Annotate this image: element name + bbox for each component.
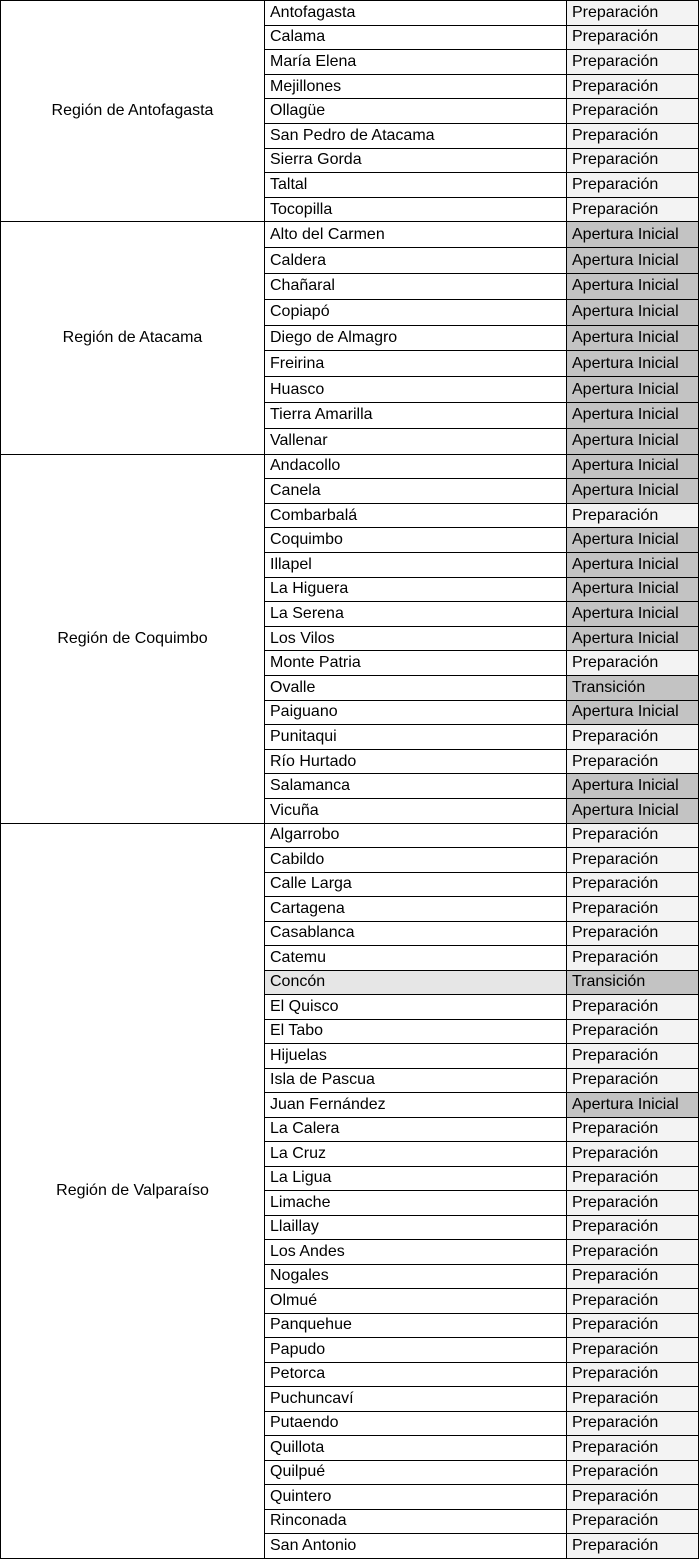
status-cell: Apertura Inicial xyxy=(566,700,699,726)
status-cell: Preparación xyxy=(566,49,699,75)
comuna-cell: Chañaral xyxy=(264,273,567,300)
status-cell: Apertura Inicial xyxy=(566,773,699,799)
status-cell: Preparación xyxy=(566,994,699,1020)
status-cell: Apertura Inicial xyxy=(566,601,699,627)
status-cell: Transición xyxy=(566,675,699,701)
comuna-cell: Rinconada xyxy=(264,1509,567,1535)
comuna-cell: Vicuña xyxy=(264,798,567,824)
status-cell: Apertura Inicial xyxy=(566,299,699,326)
status-cell: Preparación xyxy=(566,1117,699,1143)
table-row xyxy=(264,429,699,456)
table-row xyxy=(264,173,699,199)
status-cell: Apertura Inicial xyxy=(566,402,699,429)
comuna-cell: Panquehue xyxy=(264,1313,567,1339)
comuna-cell: Cartagena xyxy=(264,896,567,922)
status-cell: Preparación xyxy=(566,1460,699,1486)
comuna-cell: Cabildo xyxy=(264,847,567,873)
table-row xyxy=(264,479,699,505)
comuna-cell: Río Hurtado xyxy=(264,749,567,775)
table-row xyxy=(264,701,699,727)
table-row xyxy=(264,198,699,224)
status-cell: Apertura Inicial xyxy=(566,376,699,403)
table-row xyxy=(264,946,699,972)
table-row xyxy=(264,627,699,653)
comuna-cell: Caldera xyxy=(264,247,567,274)
table-row xyxy=(264,1216,699,1242)
table-row xyxy=(264,676,699,702)
table-row xyxy=(264,553,699,579)
table-row xyxy=(264,528,699,554)
status-cell: Preparación xyxy=(566,1411,699,1437)
status-cell: Preparación xyxy=(566,98,699,124)
status-cell: Apertura Inicial xyxy=(566,1092,699,1118)
comuna-cell: La Serena xyxy=(264,601,567,627)
status-cell: Preparación xyxy=(566,197,699,223)
status-cell: Apertura Inicial xyxy=(566,273,699,300)
comuna-cell: El Tabo xyxy=(264,1019,567,1045)
status-cell: Preparación xyxy=(566,945,699,971)
table-row xyxy=(264,1485,699,1511)
comuna-cell: Taltal xyxy=(264,172,567,198)
comuna-cell: Hijuelas xyxy=(264,1043,567,1069)
comuna-cell: Juan Fernández xyxy=(264,1092,567,1118)
comuna-cell: Putaendo xyxy=(264,1411,567,1437)
status-cell: Preparación xyxy=(566,503,699,529)
table-row xyxy=(264,222,699,249)
status-cell: Preparación xyxy=(566,1509,699,1535)
status-cell: Preparación xyxy=(566,749,699,775)
table-row xyxy=(264,1118,699,1144)
comuna-cell: Alto del Carmen xyxy=(264,221,567,248)
status-cell: Preparación xyxy=(566,1313,699,1339)
table-row xyxy=(264,75,699,101)
comuna-cell: Canela xyxy=(264,478,567,504)
comuna-cell: Salamanca xyxy=(264,773,567,799)
status-cell: Preparación xyxy=(566,650,699,676)
comuna-cell: El Quisco xyxy=(264,994,567,1020)
comuna-cell: Petorca xyxy=(264,1362,567,1388)
comuna-cell: Ollagüe xyxy=(264,98,567,124)
table-row xyxy=(264,26,699,52)
comuna-cell: Quillota xyxy=(264,1435,567,1461)
status-cell: Preparación xyxy=(566,1068,699,1094)
comuna-cell: Mejillones xyxy=(264,74,567,100)
comuna-cell: La Ligua xyxy=(264,1166,567,1192)
table-row xyxy=(264,1338,699,1364)
status-cell: Preparación xyxy=(566,921,699,947)
table-row xyxy=(264,403,699,430)
status-cell: Preparación xyxy=(566,1264,699,1290)
status-cell: Preparación xyxy=(566,148,699,174)
comuna-cell: Limache xyxy=(264,1190,567,1216)
status-cell: Preparación xyxy=(566,872,699,898)
comuna-cell: Illapel xyxy=(264,552,567,578)
table-row xyxy=(264,124,699,150)
comuna-cell: Puchuncaví xyxy=(264,1386,567,1412)
status-cell: Apertura Inicial xyxy=(566,527,699,553)
table-row xyxy=(264,1314,699,1340)
status-cell: Preparación xyxy=(566,1141,699,1167)
status-cell: Apertura Inicial xyxy=(566,577,699,603)
comuna-cell: Quilpué xyxy=(264,1460,567,1486)
table-row xyxy=(264,1240,699,1266)
comuna-cell: Vallenar xyxy=(264,428,567,455)
status-cell: Preparación xyxy=(566,172,699,198)
table-row xyxy=(264,1265,699,1291)
status-cell: Preparación xyxy=(566,123,699,149)
table-row xyxy=(264,1191,699,1217)
comuna-cell: Diego de Almagro xyxy=(264,325,567,352)
comuna-cell: Antofagasta xyxy=(264,0,567,26)
status-cell: Preparación xyxy=(566,1019,699,1045)
comuna-cell: Casablanca xyxy=(264,921,567,947)
status-cell: Transición xyxy=(566,970,699,996)
table-row xyxy=(264,602,699,628)
table-row xyxy=(264,1167,699,1193)
status-cell: Apertura Inicial xyxy=(566,798,699,824)
table-row xyxy=(264,1387,699,1413)
comuna-cell: Monte Patria xyxy=(264,650,567,676)
table-row xyxy=(264,1510,699,1536)
status-cell: Apertura Inicial xyxy=(566,454,699,480)
table-row xyxy=(264,248,699,275)
table-row xyxy=(264,274,699,301)
comuna-cell: La Calera xyxy=(264,1117,567,1143)
status-cell: Preparación xyxy=(566,847,699,873)
region-cell-region-de-antofagasta: Región de Antofagasta xyxy=(0,0,265,222)
comuna-cell: Punitaqui xyxy=(264,724,567,750)
table-row xyxy=(264,1436,699,1462)
table-row xyxy=(264,1093,699,1119)
table-row xyxy=(264,50,699,76)
status-cell: Preparación xyxy=(566,1435,699,1461)
comuna-cell: Tocopilla xyxy=(264,197,567,223)
comuna-cell: Los Andes xyxy=(264,1239,567,1265)
comuna-cell: Catemu xyxy=(264,945,567,971)
status-cell: Apertura Inicial xyxy=(566,478,699,504)
table-row xyxy=(264,1412,699,1438)
comuna-cell: Combarbalá xyxy=(264,503,567,529)
comuna-cell: Los Vilos xyxy=(264,626,567,652)
table-row xyxy=(264,455,699,481)
status-cell: Preparación xyxy=(566,1362,699,1388)
table-row xyxy=(264,897,699,923)
comuna-cell: Papudo xyxy=(264,1337,567,1363)
status-cell: Apertura Inicial xyxy=(566,247,699,274)
status-cell: Preparación xyxy=(566,1215,699,1241)
status-cell: Apertura Inicial xyxy=(566,325,699,352)
table-row xyxy=(264,1289,699,1315)
table-row xyxy=(264,1363,699,1389)
comuna-cell: Coquimbo xyxy=(264,527,567,553)
status-cell: Preparación xyxy=(566,0,699,26)
table-row xyxy=(264,824,699,850)
table-row xyxy=(264,99,699,125)
status-cell: Preparación xyxy=(566,1166,699,1192)
comuna-cell: Paiguano xyxy=(264,700,567,726)
comuna-cell: Nogales xyxy=(264,1264,567,1290)
comuna-cell: Calle Larga xyxy=(264,872,567,898)
status-cell: Apertura Inicial xyxy=(566,221,699,248)
table-row xyxy=(264,377,699,404)
table-row xyxy=(264,750,699,776)
status-cell: Apertura Inicial xyxy=(566,552,699,578)
comuna-cell: Llaillay xyxy=(264,1215,567,1241)
status-cell: Preparación xyxy=(566,1484,699,1510)
status-cell: Preparación xyxy=(566,1043,699,1069)
comuna-cell: Quintero xyxy=(264,1484,567,1510)
status-cell: Apertura Inicial xyxy=(566,428,699,455)
table-row xyxy=(264,351,699,378)
comuna-cell: Freirina xyxy=(264,350,567,377)
comuna-cell: Sierra Gorda xyxy=(264,148,567,174)
table-row xyxy=(264,873,699,899)
comuna-cell: San Pedro de Atacama xyxy=(264,123,567,149)
table-row xyxy=(264,1461,699,1487)
table-row xyxy=(264,922,699,948)
table-row xyxy=(264,1020,699,1046)
status-cell: Apertura Inicial xyxy=(566,626,699,652)
region-cell-region-de-atacama: Región de Atacama xyxy=(0,221,265,454)
comuna-cell: Copiapó xyxy=(264,299,567,326)
status-cell: Preparación xyxy=(566,1288,699,1314)
comuna-cell: La Higuera xyxy=(264,577,567,603)
comuna-cell: Huasco xyxy=(264,376,567,403)
comuna-cell: La Cruz xyxy=(264,1141,567,1167)
status-cell: Preparación xyxy=(566,1190,699,1216)
table-row xyxy=(264,799,699,825)
status-cell: Preparación xyxy=(566,1386,699,1412)
status-cell: Preparación xyxy=(566,1337,699,1363)
table-row xyxy=(264,651,699,677)
table-row xyxy=(264,725,699,751)
table-row xyxy=(264,774,699,800)
table-row xyxy=(264,1142,699,1168)
comuna-cell: Isla de Pascua xyxy=(264,1068,567,1094)
comuna-cell: Concón xyxy=(264,970,567,996)
status-cell: Preparación xyxy=(566,724,699,750)
status-cell: Preparación xyxy=(566,1533,699,1559)
region-cell-region-de-coquimbo: Región de Coquimbo xyxy=(0,454,265,824)
status-cell: Preparación xyxy=(566,74,699,100)
status-cell: Apertura Inicial xyxy=(566,350,699,377)
comuna-cell: Andacollo xyxy=(264,454,567,480)
comuna-cell: Tierra Amarilla xyxy=(264,402,567,429)
comuna-cell: Algarrobo xyxy=(264,823,567,849)
region-cell-region-de-valparaiso: Región de Valparaíso xyxy=(0,823,265,1559)
comuna-cell: Olmué xyxy=(264,1288,567,1314)
status-cell: Preparación xyxy=(566,1239,699,1265)
table-row xyxy=(264,1044,699,1070)
table-row xyxy=(264,971,699,997)
table-row xyxy=(264,149,699,175)
table-row xyxy=(264,1534,699,1560)
comuna-cell: San Antonio xyxy=(264,1533,567,1559)
table-row xyxy=(264,504,699,530)
table-row xyxy=(264,1,699,27)
comuna-cell: María Elena xyxy=(264,49,567,75)
status-cell: Preparación xyxy=(566,896,699,922)
status-cell: Preparación xyxy=(566,25,699,51)
comuna-cell: Calama xyxy=(264,25,567,51)
table-row xyxy=(264,1069,699,1095)
table-row xyxy=(264,578,699,604)
table-row xyxy=(264,300,699,327)
status-cell: Preparación xyxy=(566,823,699,849)
table-row xyxy=(264,848,699,874)
table-row xyxy=(264,995,699,1021)
table-row xyxy=(264,326,699,353)
comuna-cell: Ovalle xyxy=(264,675,567,701)
